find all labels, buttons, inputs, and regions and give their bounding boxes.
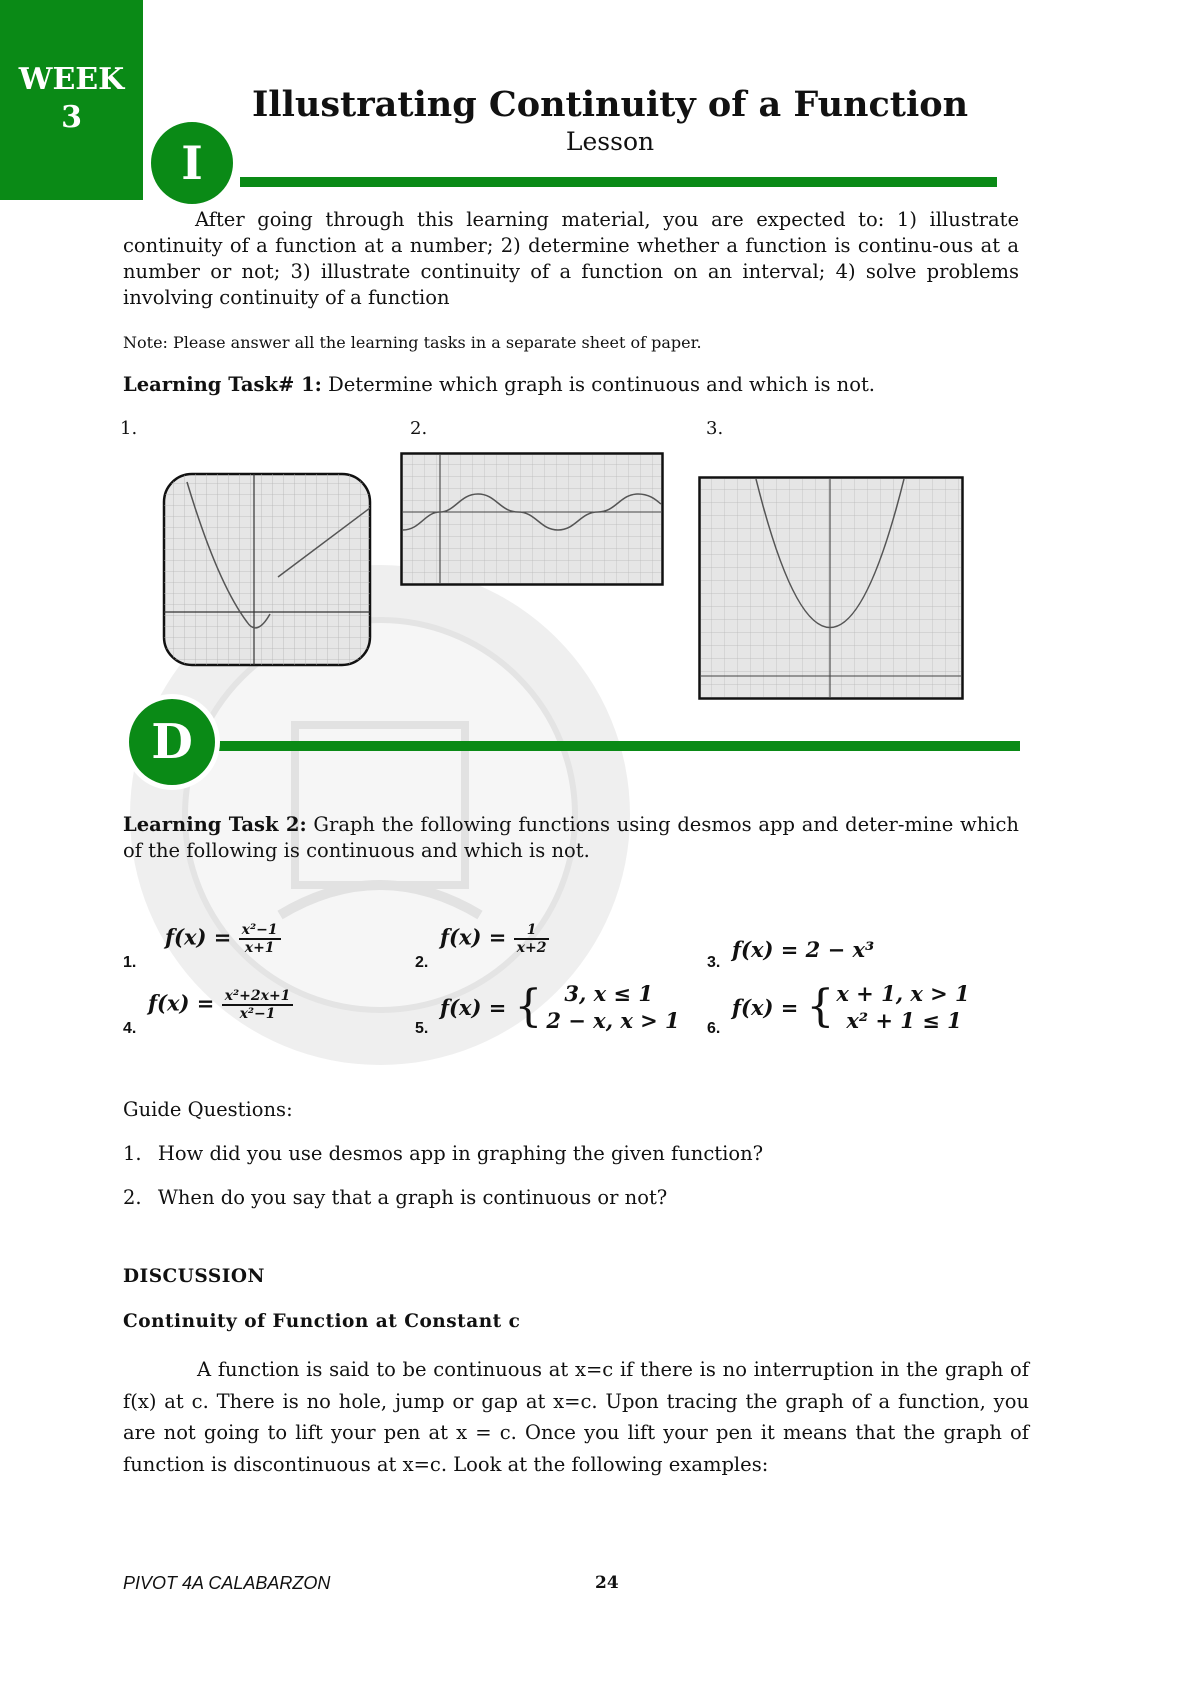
section-i-divider [240, 177, 997, 187]
function-6-cases [836, 980, 969, 1034]
graph-3 [698, 476, 964, 700]
function-3: f(x) = 2 − x³ [732, 937, 875, 962]
footer-label: PIVOT 4A CALABARZON [123, 1573, 331, 1593]
learning-objectives: After going through this learning material, you are expected to: 1) illustrate continuity of a function at a number; 2) determine whether a function is continu-ous at a number or not; 3) illustrate continuity of a function on an interval; 4) solve problems involving continuity of a function [123, 208, 1019, 309]
discussion-heading: DISCUSSION [123, 1266, 265, 1287]
function-6-case-2: x² + 1 ≤ 1 [846, 1008, 962, 1033]
guide-question-2-number: 2. [123, 1186, 142, 1209]
section-i-badge [146, 117, 238, 209]
task1-label: Learning Task# 1: [123, 373, 322, 396]
week-number: 3 [61, 100, 82, 135]
function-4-numerator: x²+2x+1 [222, 988, 294, 1006]
function-5-brace: { [514, 981, 543, 1032]
function-4 [148, 988, 293, 1022]
function-2-number: 2. [415, 954, 429, 971]
function-6-lhs: f(x) = [732, 994, 799, 1020]
function-6 [732, 980, 970, 1034]
learning-task-2 [123, 812, 1019, 864]
section-d-divider [212, 741, 1020, 751]
function-4-fraction [222, 988, 294, 1022]
graph-2 [400, 452, 664, 586]
function-3-number: 3. [707, 954, 721, 971]
note-text: Note: Please answer all the learning tasks in a separate sheet of paper. [123, 333, 702, 352]
function-5-cases [546, 980, 679, 1034]
guide-question-2 [123, 1186, 1003, 1209]
function-6-number: 6. [707, 1020, 721, 1037]
function-5-lhs: f(x) = [440, 994, 507, 1020]
function-4-denominator: x²−1 [239, 1006, 276, 1022]
function-2-numerator: 1 [514, 922, 550, 940]
function-4-number: 4. [123, 1020, 137, 1037]
guide-question-1 [123, 1142, 1003, 1165]
function-2-denominator: x+2 [516, 940, 547, 956]
function-1 [165, 922, 281, 956]
section-d-badge [124, 694, 220, 790]
week-badge [0, 0, 143, 200]
section-d-letter: D [151, 714, 193, 770]
function-5-case-2: 2 − x, x > 1 [546, 1008, 680, 1033]
function-1-fraction [239, 922, 281, 956]
function-2-lhs: f(x) = [440, 924, 507, 950]
guide-question-1-number: 1. [123, 1142, 142, 1165]
discussion-body: A function is said to be continuous at x=c if there is no interruption in the graph of f(x) at c. There is no hole, jump or gap at x=c. Upon tracing the graph of a function, you are not going to lift your pen at x = c. Once you lift your pen it means that the graph of function is discontinuous at x=c. Look at the following examples: [123, 1358, 1029, 1476]
function-1-denominator: x+1 [244, 940, 275, 956]
graph-3-number: 3. [706, 418, 724, 439]
function-5 [440, 980, 680, 1034]
guide-questions-heading: Guide Questions: [123, 1098, 293, 1121]
page-number: 24 [595, 1573, 619, 1593]
page-subtitle: Lesson [565, 127, 655, 156]
section-i-letter: I [181, 136, 203, 190]
learning-task-1 [123, 373, 1023, 396]
function-5-case-1: 3, x ≤ 1 [564, 981, 653, 1006]
function-1-number: 1. [123, 954, 137, 971]
task1-text: Determine which graph is continuous and which is not. [328, 373, 875, 396]
guide-question-2-text: When do you say that a graph is continuous or not? [157, 1186, 668, 1209]
function-6-case-1: x + 1, x > 1 [836, 981, 970, 1006]
function-6-brace: { [806, 981, 835, 1032]
function-1-numerator: x²−1 [239, 922, 281, 940]
graph-2-number: 2. [410, 418, 428, 439]
graph-1-number: 1. [120, 418, 138, 439]
function-2 [440, 922, 549, 956]
function-5-number: 5. [415, 1020, 429, 1037]
function-4-lhs: f(x) = [148, 990, 215, 1016]
page-title: Illustrating Continuity of a Function [251, 84, 969, 125]
guide-question-1-text: How did you use desmos app in graphing the given function? [157, 1142, 764, 1165]
discussion-subheading: Continuity of Function at Constant c [123, 1311, 521, 1332]
function-1-lhs: f(x) = [165, 924, 232, 950]
task2-text: Graph the following functions using desmos app and deter-mine which of the following is continuous and which is not. [123, 813, 1019, 862]
week-label: WEEK [18, 62, 125, 97]
task2-label: Learning Task 2: [123, 813, 307, 836]
graph-1 [162, 472, 372, 667]
function-2-fraction [514, 922, 550, 956]
